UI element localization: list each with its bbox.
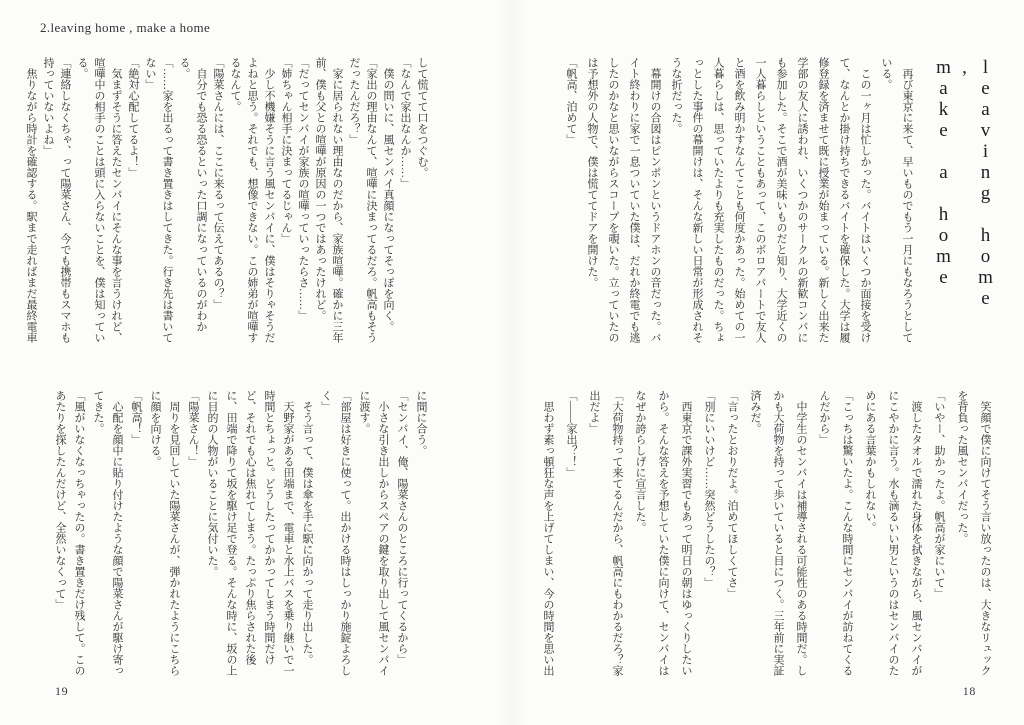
paragraph: 笑顔で僕に向けてそう言い放ったのは、大きなリュックを背負った風センパイだった。 xyxy=(956,390,991,676)
paragraph: 「だってセンパイが家族の喧嘩っていったらさ……」 xyxy=(297,57,309,321)
paragraph: 僕の問いに、風センパイ真顔になってそっぽを向く。 xyxy=(382,68,394,332)
chapter-title-line: make a home xyxy=(933,57,954,288)
paragraph: 「なんで家出なんか……」 xyxy=(399,57,411,189)
paragraph: 「帆高！」 xyxy=(130,390,142,445)
paragraph: 「部屋は好きに使って。出かける時はしっかり施錠よろしく」 xyxy=(320,390,351,676)
page-18-lower-text-block xyxy=(536,390,996,678)
page-number-18: 18 xyxy=(962,684,976,698)
paragraph: 中学生のセンパイは補導される可能性のある時間だ。しかも大荷物を持って歩いていると目につく。三年前に実証済みだ。 xyxy=(749,390,807,676)
paragraph: に間に合う。 xyxy=(415,390,427,456)
paragraph: この一ヶ月は忙しかった。バイトはいくつか面接を受けて、なんとか掛け持ちできるバイトを確保した。大学は履修登録を済ませて既に授業が始まっている。新しく出来た学部の友人に誘われ、いくつかのサークルの新歓コンパにも参加した。そこで酒が美味いものだと知り、大学近くの一人暮らしということもあって、このボロアパートで友人と酒を飲み明かすなんてことも何度かあった。始めての一人暮らしは、思っていたよりも充実したものだった。ちょっとした事件の幕開けは、そんな新しい日常が形成されそうな折だった。 xyxy=(670,57,871,343)
paragraph: 「風がいなくなっちゃったの。書き置きだけ残して。このあたりを探したんだけど、全然いなくって」 xyxy=(54,390,85,676)
paragraph: 周りを見回していた陽菜さんが、弾かれたようにこちらに顔を向ける。 xyxy=(149,390,180,676)
page-18 xyxy=(512,0,1024,725)
page-18-upper-text-block xyxy=(560,57,996,345)
paragraph: 思わず素っ頓狂な声を上げてしまい、今の時間を思い出 xyxy=(542,401,554,676)
paragraph: 「陽菜さん！」 xyxy=(187,390,199,467)
paragraph: 「絶対心配してるよ！」 xyxy=(127,57,139,178)
paragraph: 心配を顔中に貼り付けたような顔で陽菜さんが駆け寄ってきた。 xyxy=(92,390,123,676)
chapter-title-line: leaving home , xyxy=(954,57,996,309)
paragraph: 「センパイ、俺、陽菜さんのところに行ってくるから」 xyxy=(396,390,408,665)
paragraph: 「……家を出るって書き置きはしてきた。行き先は書いてない」 xyxy=(144,57,173,343)
paragraph: 焦りながら時計を確認する。駅まで走ればまだ最終電車 xyxy=(25,68,37,343)
paragraph: 「いやー、助かったよ。帆高が家にいて」 xyxy=(933,390,945,599)
page-number-19: 19 xyxy=(55,684,69,698)
paragraph: 再び東京に来て、早いものでもう一月にもなろうとしている。 xyxy=(880,57,913,343)
paragraph: 幕開けの合図はピンポンというドアホンの音だった。バイト終わりに家で一息ついていた僕は、だれか終電でも逃したのかなと思いながらスコープを覗いた。立っていたのは予想外の人物で、僕は慌ててドアを開けた。 xyxy=(586,57,661,343)
paragraph: 西東京で課外実習でもあって明日の朝はゆっくりしたいから。そんな答えを予想していた僕に向けて、センパイはなぜか誇らしげに宣言した。 xyxy=(634,390,692,676)
page-19-lower-text-block xyxy=(50,390,430,678)
paragraph: 自分でも恐る恐るといった口調になっているのがわかる。 xyxy=(178,57,207,332)
paragraph: 気まずそうに答えたセンパイにそんな事を言うけれど、喧嘩中の相手のことは頭に入らないことを、僕は知っている。 xyxy=(76,57,122,343)
running-header: 2.leaving home , make a home xyxy=(40,20,211,35)
paragraph: 小さな引き出しからスペアの鍵を取り出して風センパイに渡す。 xyxy=(358,390,389,676)
paragraph: 天野家がある田端まで、電車と水上バスを乗り継いで一時間とちょっと。どうしたってかかってしまう時間だけど、それでも心は焦れてしまう。たっぷり焦らされた後に、田端で降りて坂を駆け足で登る。そんな時に、坂の上に目的の人物がいることに気付いた。 xyxy=(206,390,294,676)
paragraph: 家に居られない理由なのだから、家族喧嘩。確かに三年前、僕も父との喧嘩が原因の一つではあったけれど。 xyxy=(314,57,343,343)
paragraph: 「言ったとおりだよ。泊めてほしくてさ」 xyxy=(726,390,738,599)
paragraph: 「大荷物持って来てるんだから、帆高にもわかるだろ？家出だよ」 xyxy=(588,390,623,676)
paragraph: 渡したタオルで濡れた身体を拭きながら、風センパイがにこやかに言う。水も滴るいい男というのはセンパイのためにある言葉かもしれない。 xyxy=(864,390,922,676)
paragraph: して慌てて口をつぐむ。 xyxy=(416,57,428,178)
paragraph: 「陽菜さんには、ここに来るって伝えてあるの？」 xyxy=(212,57,224,310)
paragraph: 「こっちは驚いたよ。こんな時間にセンパイが訪ねてくるんだから」 xyxy=(818,390,853,676)
paragraph: 「家出の理由なんて、喧嘩に決まってるだろ。帆高もそうだったんだろ？」 xyxy=(348,57,377,343)
paragraph: 「姉ちゃん相手に決まってるじゃん」 xyxy=(280,57,292,244)
paragraph: そう言って、僕は傘を手に駅に向かって走り出した。 xyxy=(301,401,313,665)
paragraph: 「——家出？！」 xyxy=(565,390,577,478)
paragraph: 「帆高、泊めて」 xyxy=(565,57,577,145)
page-19-upper-text-block xyxy=(22,57,430,345)
paragraph: 「別にいいけど……突然どうしたの？」 xyxy=(703,390,715,588)
paragraph: 「連絡しなくちゃ、って陽菜さん、今でも携帯もスマホも持っていないよね」 xyxy=(42,57,71,343)
chapter-title xyxy=(933,57,996,345)
paragraph: 少し不機嫌そうに言う風センパイに、僕はそりゃそうだよねと思う。それでも、想像できない。この姉弟が喧嘩するなんて。 xyxy=(229,57,275,343)
